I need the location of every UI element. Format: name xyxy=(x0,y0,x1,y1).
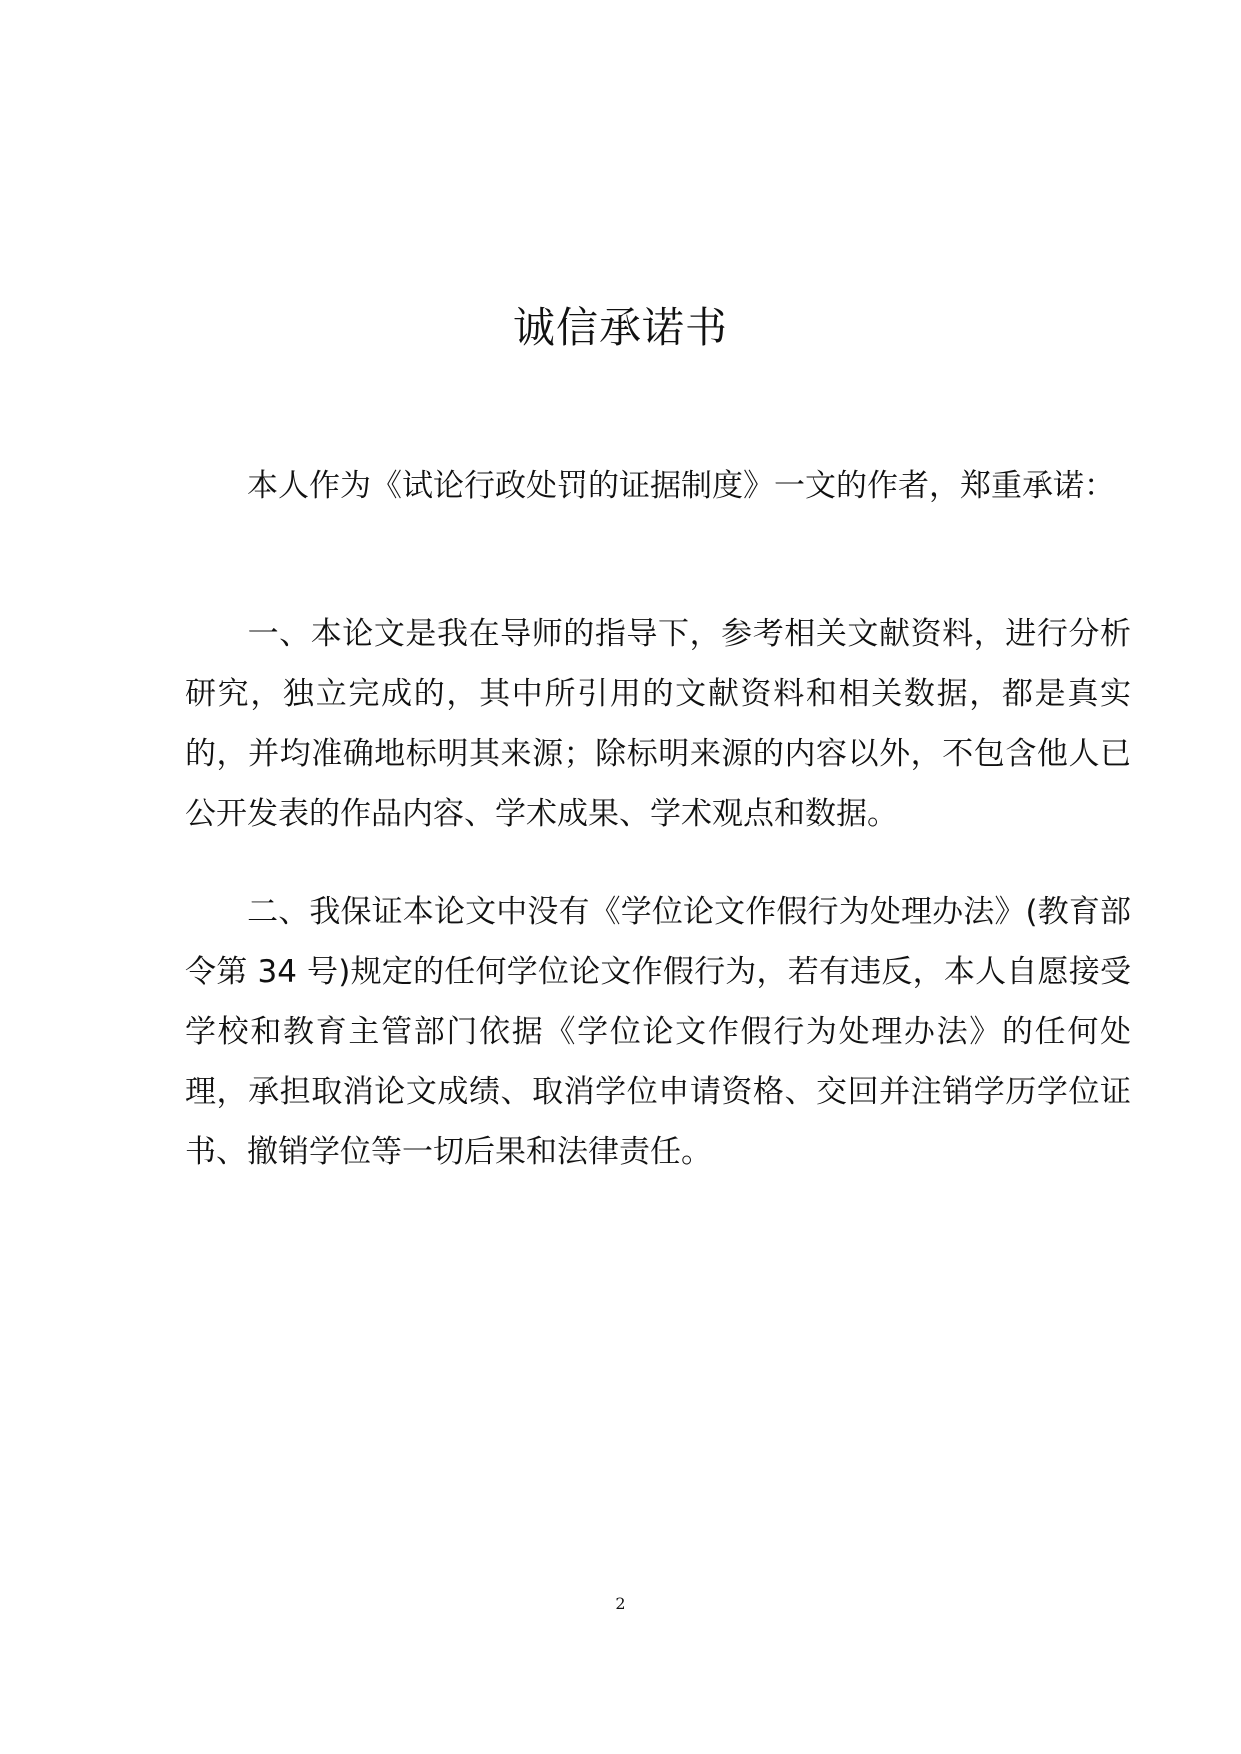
page-number: 2 xyxy=(615,1594,626,1613)
document-title: 诚信承诺书 xyxy=(512,303,728,352)
commitment-paragraph-one-text: 一、本论文是我在导师的指导下，参考相关文献资料，进行分析研究，独立完成的，其中所引用的文献资料和相关数据，都是真实的，并均准确地标明其来源；除标明来源的内容以外，不包含他人已公开发表的作品内容、学术成果、学术观点和数据。 xyxy=(185,616,1131,832)
commitment-paragraph-one xyxy=(185,604,1131,844)
commitment-paragraph-two-text: 二、我保证本论文中没有《学位论文作假行为处理办法》(教育部令第 34 号)规定的任何学位论文作假行为，若有违反，本人自愿接受学校和教育主管部门依据《学位论文作假行为处理办法》的任何处理，承担取消论文成绩、取消学位申请资格、交回并注销学历学位证书、撤销学位等一切后果和法律责任。 xyxy=(185,894,1131,1170)
intro-paragraph xyxy=(185,456,1131,516)
commitment-paragraph-two xyxy=(185,882,1131,1182)
intro-paragraph-text: 本人作为《试论行政处罚的证据制度》一文的作者，郑重承诺： xyxy=(247,468,1115,504)
